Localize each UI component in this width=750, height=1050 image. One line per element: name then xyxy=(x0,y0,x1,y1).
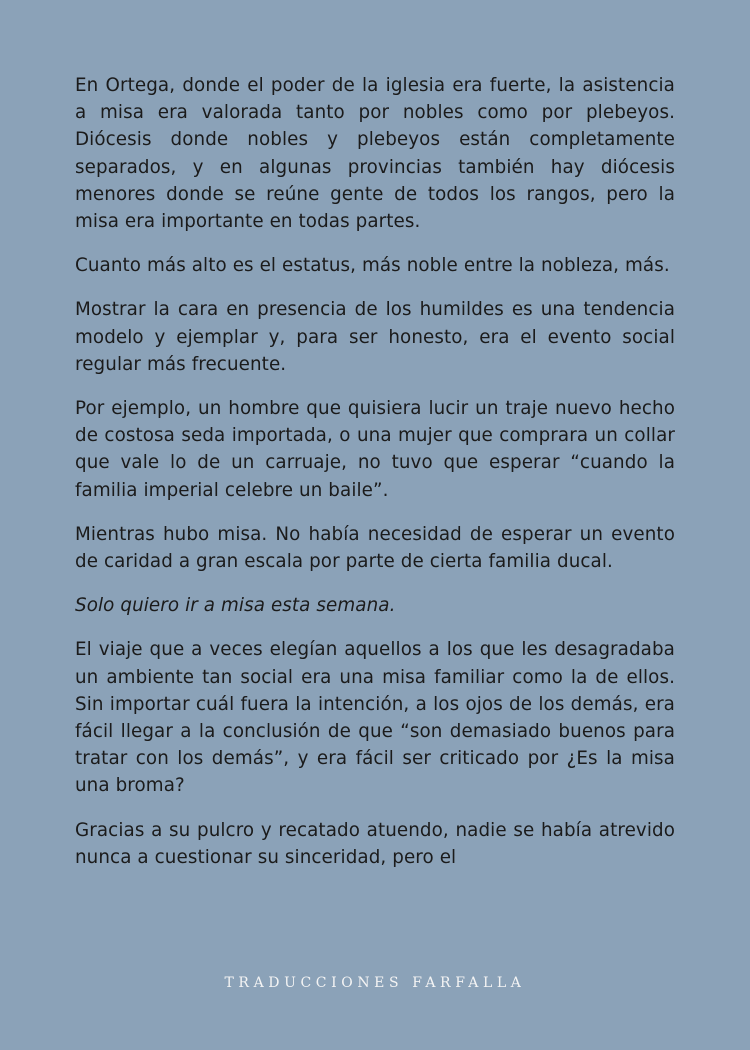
paragraph: Gracias a su pulcro y recatado atuendo, nadie se había atrevido nunca a cuestionar su sinceridad, pero el xyxy=(75,819,675,868)
paragraph: Mostrar la cara en presencia de los humildes es una tendencia modelo y ejemplar y, para ser honesto, era el evento social regular más frecuente. xyxy=(75,299,675,375)
paragraph: Por ejemplo, un hombre que quisiera lucir un traje nuevo hecho de costosa seda importada, o una mujer que comprara un collar que vale lo de un carruaje, no tuvo que esperar “cuando la familia imperial celebre un baile”. xyxy=(75,398,675,501)
paragraph: Mientras hubo misa. No había necesidad de esperar un evento de caridad a gran escala por parte de cierta familia ducal. xyxy=(75,523,675,573)
paragraph: Cuanto más alto es el estatus, más noble entre la nobleza, más. xyxy=(75,255,670,277)
page-footer: TRADUCCIONES FARFALLA xyxy=(224,975,526,991)
paragraph: En Ortega, donde el poder de la iglesia era fuerte, la asistencia a misa era valorada tanto por nobles como por plebeyos. Diócesis donde nobles y plebeyos están completamente separados, y en algunas provincias también hay diócesis menores donde se reúne gente de todos los rangos, pero la misa era importante en todas partes. xyxy=(75,75,675,233)
italic-paragraph: Solo quiero ir a misa esta semana. xyxy=(75,595,396,617)
paragraph: El viaje que a veces elegían aquellos a los que les desagradaba un ambiente tan social era una misa familiar como la de ellos. Sin importar cuál fuera la intención, a los ojos de los demás, era fácil llegar a la conclusión de que “son demasiado buenos para tratar con los demás”, y era fácil ser criticado por ¿Es la misa una broma? xyxy=(75,639,675,797)
page-body xyxy=(75,72,675,888)
